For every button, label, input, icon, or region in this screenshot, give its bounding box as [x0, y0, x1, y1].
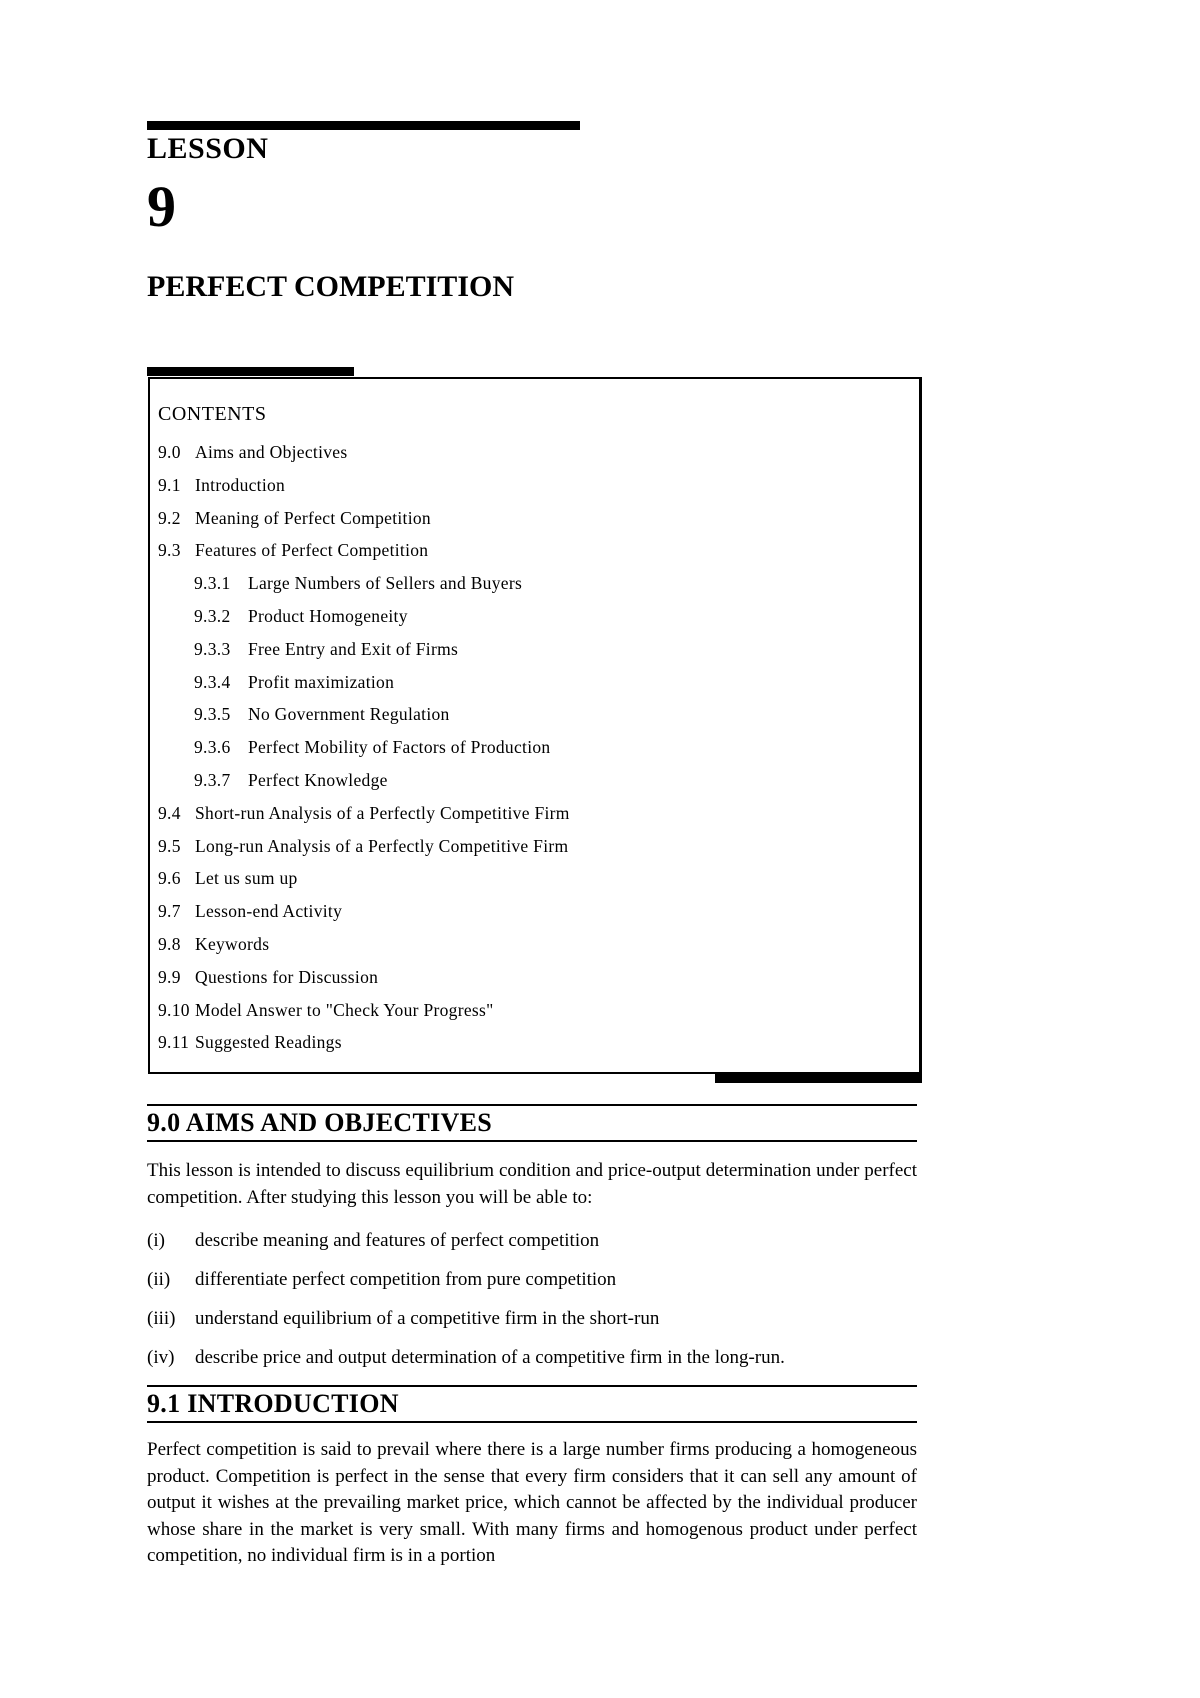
toc-item-label: Model Answer to "Check Your Progress"	[195, 999, 494, 1020]
toc-item	[158, 600, 570, 633]
objective-marker: (iii)	[147, 1308, 176, 1329]
toc-item	[158, 534, 570, 567]
toc-item-label: Lesson-end Activity	[195, 901, 343, 922]
toc-item-number: 9.3	[158, 540, 181, 561]
toc-item-number: 9.7	[158, 901, 181, 922]
toc-item-number: 9.0	[158, 442, 181, 462]
toc-item	[158, 1026, 570, 1059]
toc-item-label: Aims and Objectives	[195, 442, 348, 462]
toc-item	[158, 797, 570, 830]
lesson-number: 9	[147, 174, 176, 239]
toc-item	[158, 436, 570, 469]
objective-text: differentiate perfect competition from pure competition	[195, 1269, 617, 1290]
aims-intro: This lesson is intended to discuss equilibrium condition and price-output determination under perfect competition. After studying this lesson you will be able to:	[147, 1160, 917, 1208]
toc-item	[158, 928, 570, 961]
toc-item-label: Keywords	[195, 933, 270, 954]
toc-item-number: 9.3.6	[194, 737, 231, 758]
toc-item-number: 9.4	[158, 802, 181, 823]
toc-item-number: 9.3.4	[194, 671, 231, 692]
objective-marker: (iv)	[147, 1347, 175, 1368]
toc-item-number: 9.1	[158, 474, 181, 495]
toc-item	[158, 764, 570, 797]
toc-item-label: Introduction	[195, 474, 286, 495]
toc-item	[158, 961, 570, 994]
toc-item-number: 9.6	[158, 868, 181, 889]
objective-item	[147, 1299, 917, 1338]
lesson-label: LESSON	[147, 132, 269, 165]
objective-marker: (i)	[147, 1230, 165, 1251]
toc-item	[158, 698, 570, 731]
objective-item	[147, 1338, 917, 1377]
toc-item-label: Features of Perfect Competition	[195, 540, 429, 561]
toc-item-number: 9.2	[158, 507, 181, 528]
contents-bottom-tab	[715, 1074, 922, 1083]
toc-item	[158, 567, 570, 600]
toc-item-number: 9.3.3	[194, 638, 231, 659]
toc-item-label: Large Numbers of Sellers and Buyers	[248, 573, 523, 594]
toc-item	[158, 994, 570, 1027]
aims-heading: 9.0 AIMS AND OBJECTIVES	[147, 1104, 917, 1142]
toc-item-label: Long-run Analysis of a Perfectly Competitive Firm	[195, 835, 569, 856]
toc-item-label: Suggested Readings	[195, 1032, 342, 1053]
top-rule	[147, 121, 580, 130]
lesson-title: PERFECT COMPETITION	[147, 270, 514, 303]
toc-item-number: 9.5	[158, 835, 181, 856]
toc-item-number: 9.11	[158, 1032, 190, 1053]
toc-item	[158, 666, 570, 699]
contents-heading: CONTENTS	[158, 403, 267, 425]
toc-item-number: 9.8	[158, 933, 181, 954]
objective-text: understand equilibrium of a competitive firm in the short-run	[195, 1308, 660, 1329]
objective-item	[147, 1221, 917, 1260]
objective-marker: (ii)	[147, 1269, 171, 1290]
toc-item-label: Meaning of Perfect Competition	[195, 507, 431, 528]
toc-item-label: Let us sum up	[195, 868, 298, 889]
toc-item	[158, 731, 570, 764]
toc-item-number: 9.10	[158, 999, 190, 1020]
toc-item	[158, 862, 570, 895]
objective-item	[147, 1260, 917, 1299]
contents-top-tab	[147, 367, 354, 376]
objective-text: describe meaning and features of perfect competition	[195, 1230, 600, 1251]
toc-item-label: Perfect Knowledge	[248, 769, 388, 790]
toc-item-label: No Government Regulation	[248, 704, 450, 725]
toc-item	[158, 633, 570, 666]
toc-item	[158, 469, 570, 502]
objectives-list	[147, 1221, 917, 1377]
toc-item-number: 9.9	[158, 966, 181, 987]
toc-item-label: Free Entry and Exit of Firms	[248, 638, 459, 659]
toc-item-number: 9.3.5	[194, 704, 231, 725]
toc-item	[158, 895, 570, 928]
objective-text: describe price and output determination of a competitive firm in the long-run.	[195, 1347, 785, 1368]
toc-item	[158, 502, 570, 535]
toc-item-label: Perfect Mobility of Factors of Production	[248, 737, 551, 758]
contents-box-shadow	[919, 377, 922, 1074]
toc-item-number: 9.3.1	[194, 573, 231, 594]
toc-item-label: Product Homogeneity	[248, 605, 408, 626]
toc-item-label: Questions for Discussion	[195, 966, 379, 987]
introduction-body: Perfect competition is said to prevail where there is a large number firms producing a homogeneous product. Competition is perfect in the sense that every firm considers that it can sell any amount of output it wishes at the prevailing market price, which cannot be affected by the individual producer whose share in the market is very small. With many firms and homogenous product under perfect competition, no individual firm is in a portion	[147, 1439, 917, 1566]
toc-item-number: 9.3.2	[194, 605, 231, 626]
toc-item	[158, 830, 570, 863]
introduction-heading: 9.1 INTRODUCTION	[147, 1385, 917, 1423]
toc-item-number: 9.3.7	[194, 769, 231, 790]
toc-item-label: Short-run Analysis of a Perfectly Competitive Firm	[195, 802, 570, 823]
toc-item-label: Profit maximization	[248, 671, 395, 692]
table-of-contents	[158, 436, 570, 1059]
